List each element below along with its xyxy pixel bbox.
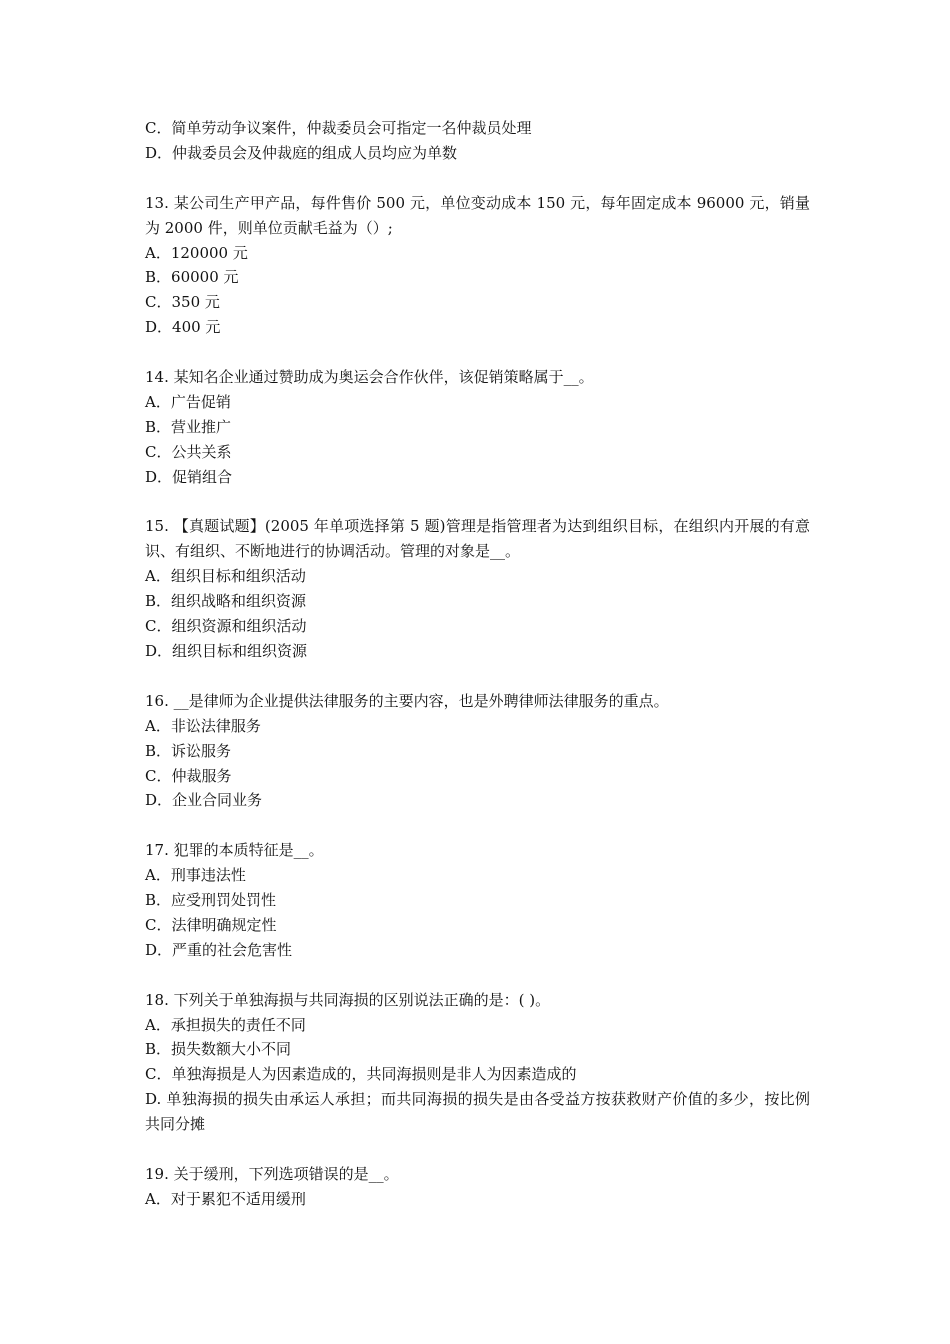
option-a: A．广告促销 — [145, 392, 231, 411]
option-d: D．严重的社会危害性 — [145, 940, 293, 959]
option-a: A．对于累犯不适用缓刑 — [145, 1189, 306, 1208]
lead-option-c: C．简单劳动争议案件，仲裁委员会可指定一名仲裁员处理 — [145, 119, 532, 137]
question-13 — [145, 191, 810, 340]
question-15 — [145, 514, 810, 663]
option-a: A．承担损失的责任不同 — [145, 1015, 306, 1034]
option-c: C．单独海损是人为因素造成的，共同海损则是非人为因素造成的 — [145, 1065, 577, 1084]
option-a: A．120000 元 — [145, 243, 248, 262]
option-c: C．仲裁服务 — [145, 766, 232, 785]
question-stem: 13. 某公司生产甲产品，每件售价 500 元，单位变动成本 150 元，每年固定成本 96000 元，销量为 2000 件，则单位贡献毛益为（）; — [145, 193, 810, 237]
question-stem: 16. __是律师为企业提供法律服务的主要内容，也是外聘律师法律服务的重点。 — [145, 691, 669, 710]
option-b: B．60000 元 — [145, 268, 239, 287]
question-stem: 14. 某知名企业通过赞助成为奥运会合作伙伴，该促销策略属于__。 — [145, 368, 594, 387]
option-d: D．400 元 — [145, 318, 221, 337]
lead-option-d: D．仲裁委员会及仲裁庭的组成人员均应为单数 — [145, 143, 458, 162]
option-c: C．法律明确规定性 — [145, 915, 277, 934]
option-d: D．组织目标和组织资源 — [145, 641, 308, 660]
option-a: A．组织目标和组织活动 — [145, 567, 306, 586]
question-16 — [145, 689, 810, 814]
option-b: B．营业推广 — [145, 417, 232, 436]
option-d: D．促销组合 — [145, 467, 233, 486]
question-stem: 15. 【真题试题】(2005 年单项选择第 5 题)管理是指管理者为达到组织目标，在组织内开展的有意识、有组织、不断地进行的协调活动。管理的对象是__。 — [145, 517, 810, 561]
option-b: B．应受刑罚处罚性 — [145, 891, 277, 910]
option-b: B．组织战略和组织资源 — [145, 592, 307, 611]
document-body — [145, 116, 810, 1212]
question-19 — [145, 1162, 810, 1212]
option-d: D. 单独海损的损失由承运人承担；而共同海损的损失是由各受益方按获救财产价值的多少，按比例共同分摊 — [145, 1090, 810, 1134]
question-18 — [145, 988, 810, 1137]
question-stem: 18. 下列关于单独海损与共同海损的区别说法正确的是：( )。 — [145, 990, 551, 1009]
option-b: B．损失数额大小不同 — [145, 1040, 292, 1059]
option-a: A．非讼法律服务 — [145, 716, 261, 735]
option-d: D．企业合同业务 — [145, 791, 263, 810]
option-c: C．350 元 — [145, 293, 220, 312]
question-17 — [145, 838, 810, 963]
option-c: C．公共关系 — [145, 442, 232, 461]
question-stem: 17. 犯罪的本质特征是__。 — [145, 841, 324, 860]
option-c: C．组织资源和组织活动 — [145, 617, 307, 636]
question-14 — [145, 365, 810, 490]
option-a: A．刑事违法性 — [145, 866, 246, 885]
option-b: B．诉讼服务 — [145, 741, 232, 760]
question-stem: 19. 关于缓刑，下列选项错误的是__。 — [145, 1164, 399, 1183]
